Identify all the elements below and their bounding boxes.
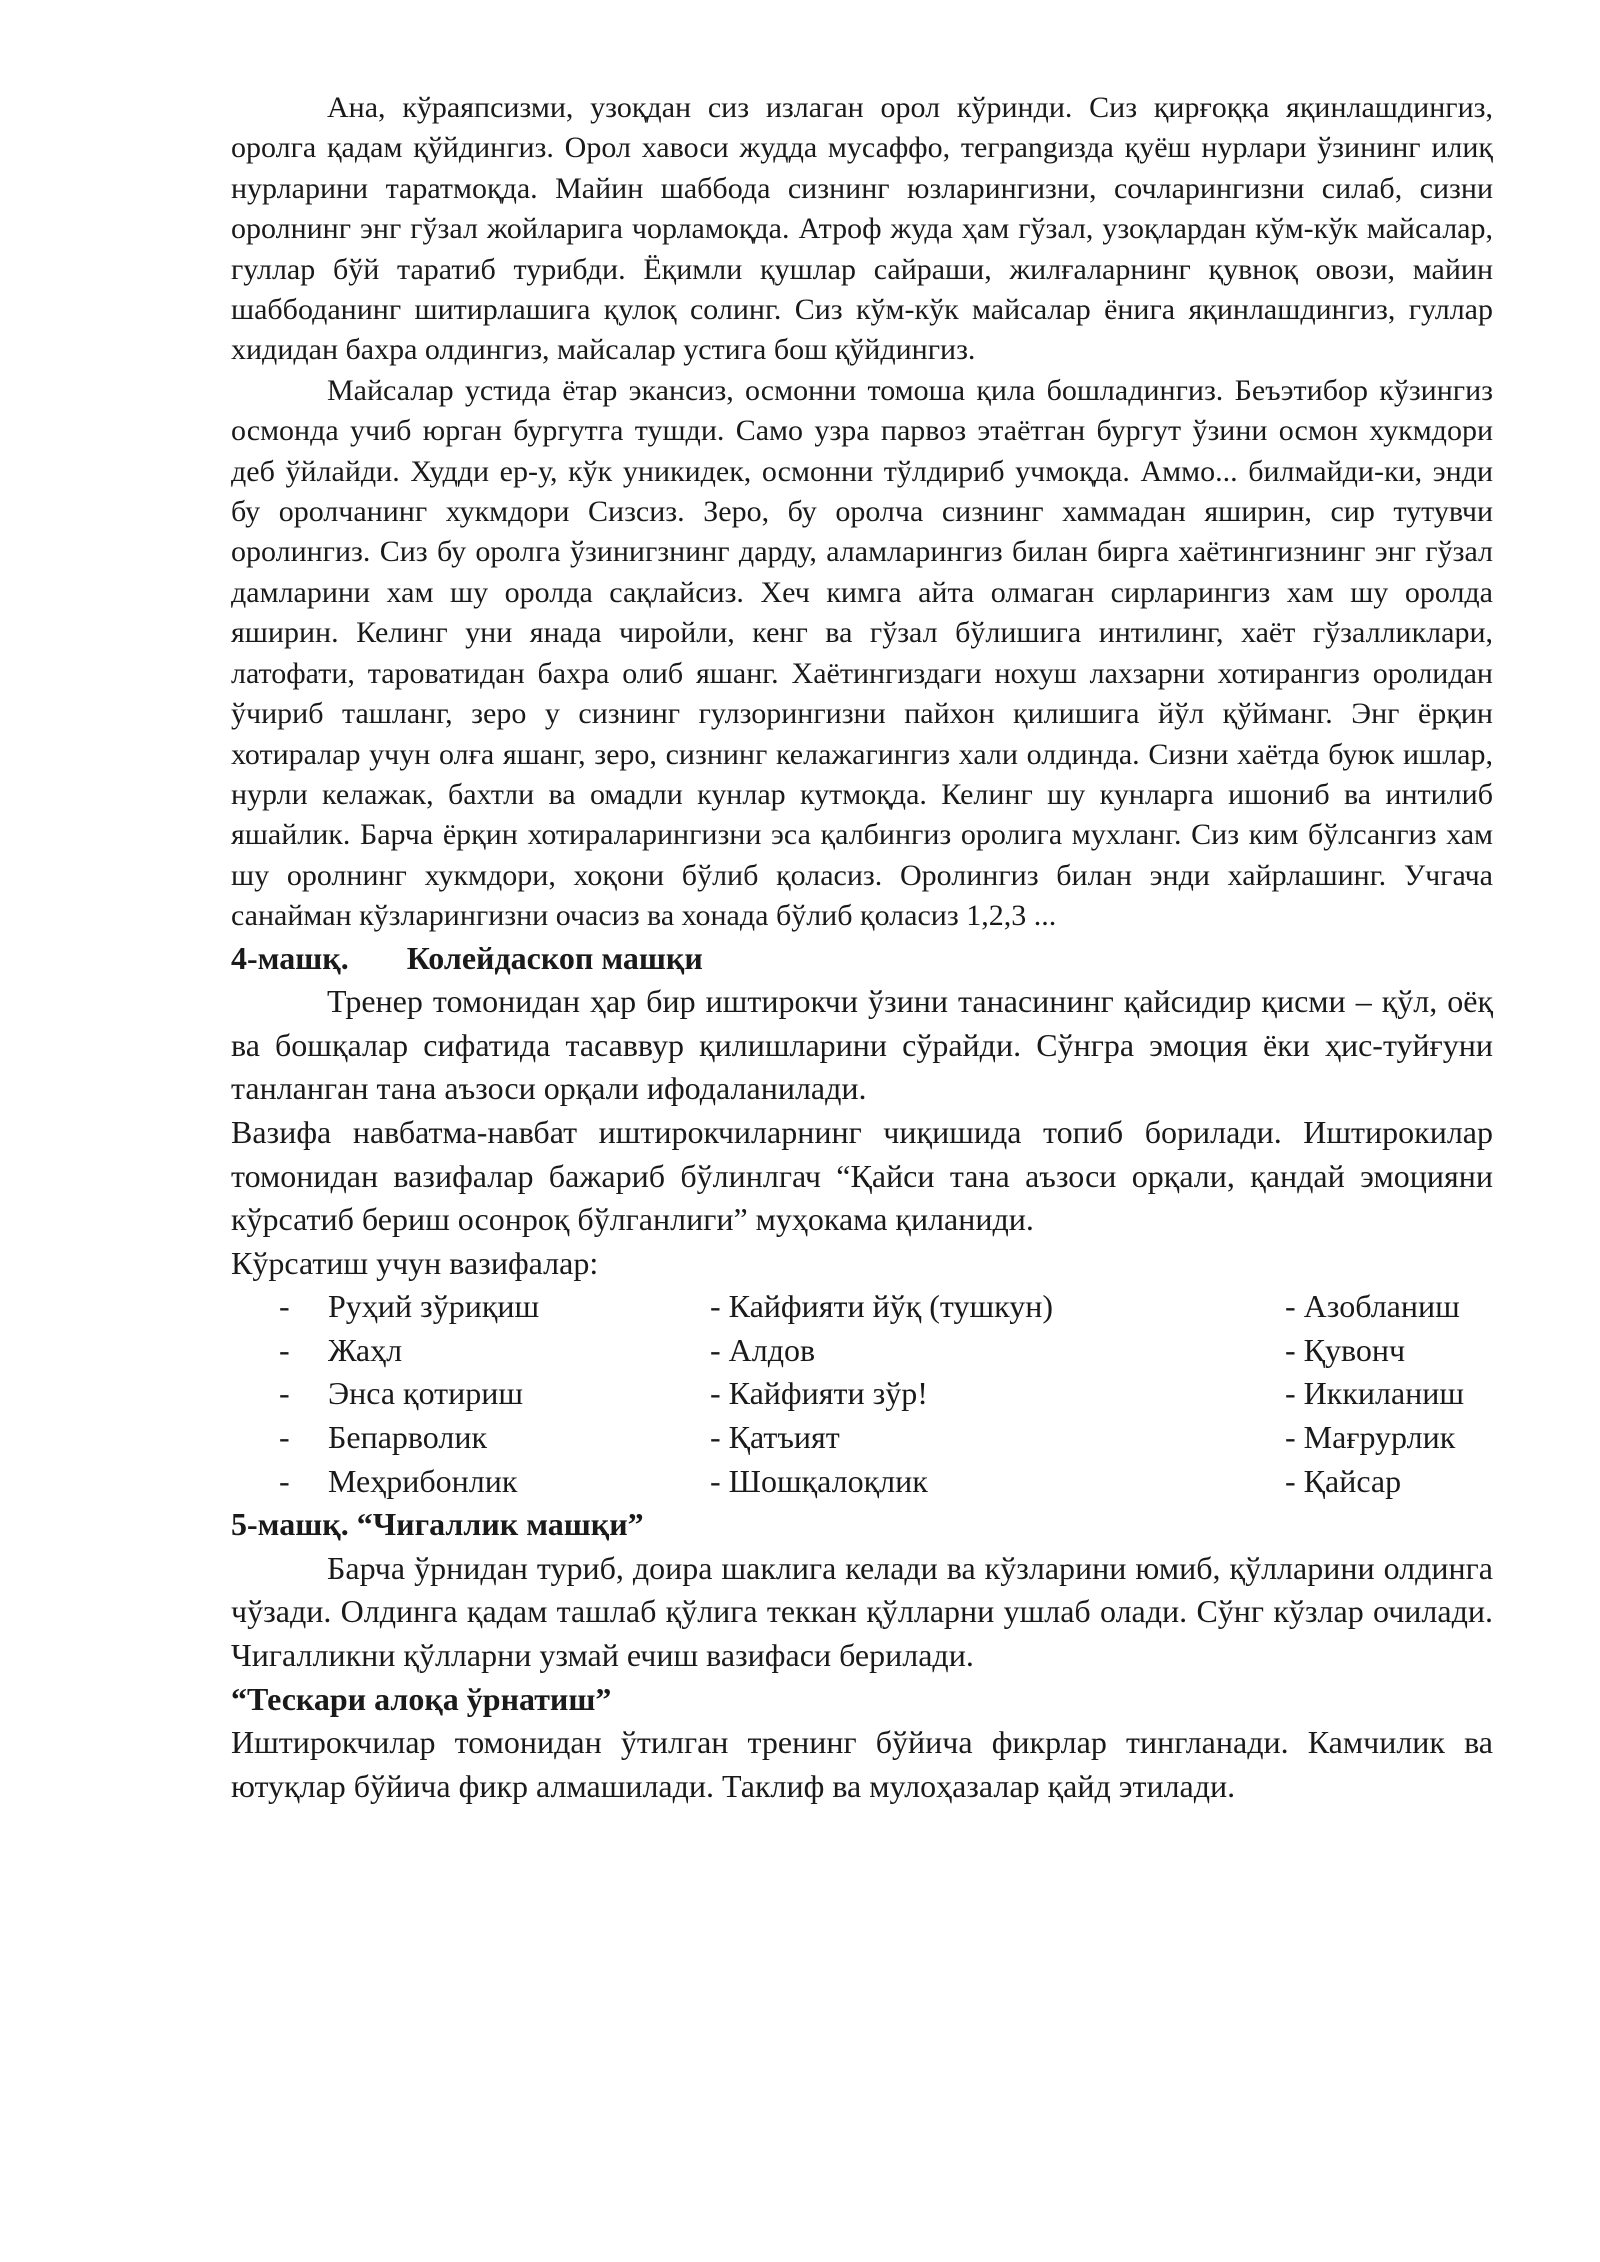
task-label: Меҳрибонлик [328, 1462, 518, 1499]
task-label: - Қайсар [1285, 1462, 1402, 1499]
list-item [231, 1329, 1493, 1373]
list-item [231, 1372, 1493, 1416]
exercise-number: 4-машқ. [231, 939, 349, 976]
list-dash: - [279, 1462, 290, 1499]
tasks-label: Кўрсатиш учун вазифалар: [231, 1244, 599, 1281]
meditation-text [231, 88, 1493, 937]
paragraph: Вазифа навбатма-навбат иштирокчиларнинг чиқишида топиб борилади. Иштирокилар томонидан вазифалар бажариб бўлинлгач “Қайси тана аъзоси орқали, қандай эмоцияни кўрсатиб бериш осонроқ бўлганлиги” муҳокама қиланиди. [231, 1113, 1493, 1238]
list-item [231, 1460, 1493, 1504]
task-label: - Алдов [710, 1331, 816, 1368]
task-label: - Қувонч [1285, 1331, 1406, 1368]
task-label: - Иккиланиш [1285, 1375, 1465, 1412]
task-label: Жаҳл [328, 1331, 403, 1368]
list-dash: - [279, 1331, 290, 1368]
task-label: - Кайфияти йўқ (тушкун) [710, 1288, 1053, 1325]
feedback-heading: “Тескари алоқа ўрнатиш” [231, 1680, 612, 1717]
paragraph: Ана, кўраяпсизми, узоқдан сиз излаган орол кўринди. Сиз қирғоққа яқинлашдингиз, оролга қадам қўйдингиз. Орол хавоси жудда мусаффо, теграngизда қуёш нурлари ўзининг илиқ нурларини таратмоқда. Майин шаббода сизнинг юзларингизни, сочларингизни силаб, сизни оролнинг энг гўзал жойларига чорламоқда. Атроф жуда ҳам гўзал, узоқлардан кўм-кўк майсалар, гуллар бўй таратиб турибди. Ёқимли қушлар сайраши, жилғаларнинг қувноқ овози, майин шаббоданинг шитирлашига қулоқ солинг. Сиз кўм-кўк майсалар ёнига яқинлашдингиз, гуллар хидидан бахра олдингиз, майсалар устига бош қўйдингиз. [231, 91, 1493, 367]
list-item [231, 1285, 1493, 1329]
exercise-title: Колейдаскоп машқи [406, 939, 703, 976]
list-dash: - [279, 1288, 290, 1325]
exercise-4-heading [231, 937, 1493, 981]
list-item [231, 1416, 1493, 1460]
task-label: - Азобланиш [1285, 1288, 1460, 1325]
list-dash: - [279, 1419, 290, 1456]
task-label: Руҳий зўриқиш [328, 1288, 540, 1325]
task-label: - Шошқалоқлик [710, 1462, 928, 1499]
paragraph: Майсалар устида ётар экансиз, осмонни томоша қила бошладингиз. Беъэтибор кўзингиз осмонда учиб юрган бургутга тушди. Само узра парвоз этаётган бургут ўзини осмон хукмдори деб ўйлайди. Худди ер-у, кўк уникидек, осмонни тўлдириб учмоқда. Аммо... билмайди-ки, энди бу оролчанинг хукмдори Сизсиз. Зеро, бу оролча сизнинг хаммадан яширин, сир тутувчи оролингиз. Сиз бу оролга ўзинигзнинг дарду, аламларингиз билан бирга хаётингизнинг энг гўзал дамларини хам шу оролда сақлайсиз. Хеч кимга айта олмаган сирларингиз хам шу оролда яширин. Келинг уни янада чиройли, кенг ва гўзал бўлишига интилинг, хаёт гўзалликлари, латофати, тароватидан бахра олиб яшанг. Хаётингиздаги нохуш лахзарни хотирангиз оролидан ўчириб ташланг, зеро у сизнинг гулзорингизни пайхон қилишига йўл қўйманг. Энг ёрқин хотиралар учун олға яшанг, зеро, сизнинг келажагингиз хали олдинда. Сизни хаётда буюк ишлар, нурли келажак, бахтли ва омадли кунлар кутмоқда. Келинг шу кунларга ишониб ва интилиб яшайлик. Барча ёрқин хотираларингизни эса қалбингиз оролига мухланг. Сиз ким бўлсангиз хам шу оролнинг хукмдори, хоқони бўлиб қоласиз. Оролингиз билан энди хайрлашинг. Учгача санайман кўзларингизни очасиз ва хонада бўлиб қоласиз 1,2,3 ... [231, 373, 1493, 933]
paragraph: Барча ўрнидан туриб, доира шаклига келади ва кўзларини юмиб, қўлларини олдинга чўзади. Олдинга қадам ташлаб қўлига теккан қўлларни ушлаб олади. Сўнг кўзлар очилади. Чигалликни қўлларни узмай ечиш вазифаси берилади. [231, 1549, 1493, 1674]
tasks-list [231, 1285, 1493, 1503]
task-label: - Мағрурлик [1285, 1419, 1456, 1456]
paragraph: Иштирокчилар томонидан ўтилган тренинг бўйича фикрлар тингланади. Камчилик ва ютуқлар бўйича фикр алмашилади. Таклиф ва мулоҳазалар қайд этилади. [231, 1724, 1493, 1804]
task-label: Энса қотириш [328, 1375, 524, 1412]
document-page [231, 88, 1493, 1808]
list-dash: - [279, 1375, 290, 1412]
task-label: - Кайфияти зўр! [710, 1375, 928, 1412]
task-label: - Қатъият [710, 1419, 840, 1456]
task-label: Бепарволик [328, 1419, 488, 1456]
exercise-5-heading: 5-машқ. “Чигаллик машқи” [231, 1506, 644, 1543]
exercises-section [231, 937, 1493, 1809]
paragraph: Тренер томонидан ҳар бир иштирокчи ўзини танасининг қайсидир қисми – қўл, оёқ ва бошқалар сифатида тасаввур қилишларини сўрайди. Сўнгра эмоция ёки ҳис-туйғуни танланган тана аъзоси орқали ифодаланилади. [231, 983, 1493, 1107]
